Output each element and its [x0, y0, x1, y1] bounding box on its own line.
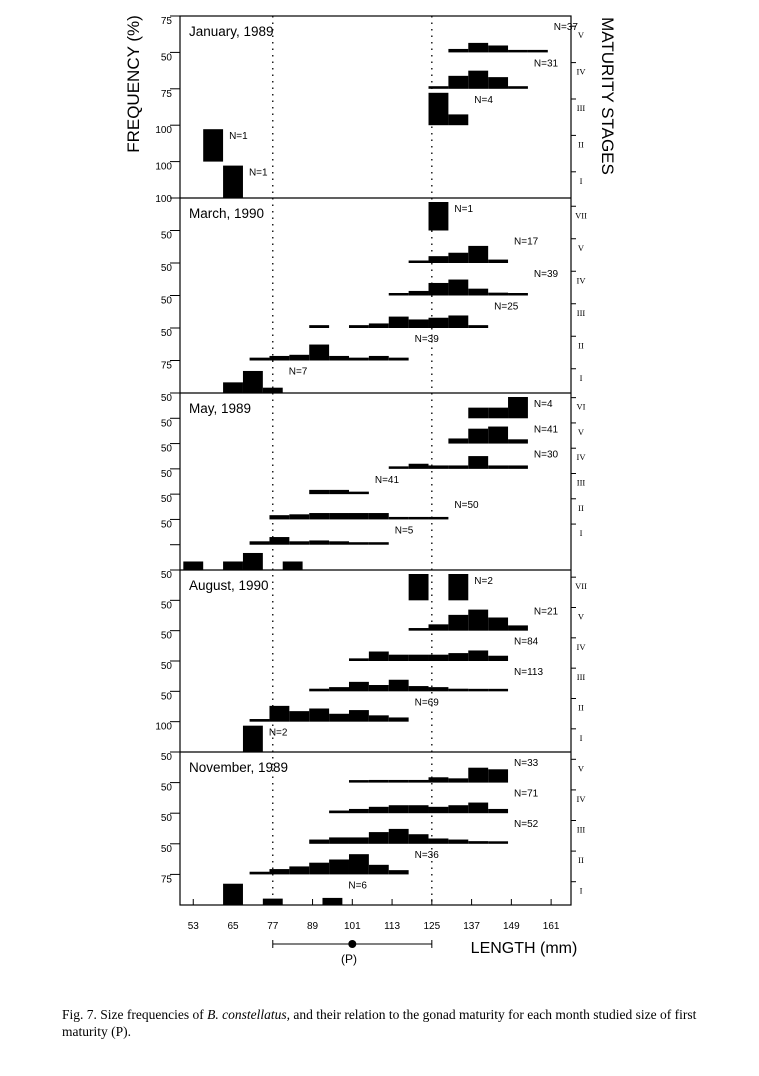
frequency-bar — [389, 293, 409, 296]
frequency-bar — [468, 289, 488, 296]
x-tick-label: 77 — [267, 921, 279, 932]
stage-label: V — [577, 30, 585, 41]
row-scale-label: 50 — [160, 752, 172, 763]
frequency-bar — [488, 45, 508, 52]
stage-label: III — [576, 477, 586, 488]
frequency-bar — [369, 807, 389, 813]
sample-size-label: N=5 — [394, 525, 414, 537]
frequency-bar — [468, 650, 488, 661]
stage-label: I — [579, 175, 583, 186]
frequency-bar — [389, 680, 409, 692]
stage-label: III — [576, 672, 586, 683]
frequency-bar — [289, 355, 309, 361]
frequency-bar — [508, 439, 528, 443]
frequency-bar — [269, 356, 289, 361]
row-scale-label: 50 — [160, 570, 172, 581]
frequency-bar — [448, 689, 468, 692]
frequency-bar — [488, 465, 508, 468]
sample-size-label: N=4 — [474, 94, 493, 106]
stage-label: IV — [576, 793, 586, 804]
sample-size-label: N=84 — [514, 636, 539, 648]
frequency-bar — [309, 709, 329, 722]
frequency-bar — [448, 438, 468, 443]
frequency-bar — [349, 837, 369, 843]
frequency-bar — [468, 71, 488, 89]
frequency-bar — [223, 884, 243, 905]
row-scale-label: 75 — [160, 88, 172, 100]
frequency-bar — [250, 541, 270, 544]
frequency-bar — [448, 253, 468, 263]
frequency-bar — [243, 371, 263, 393]
panel-title: November, 1989 — [189, 760, 289, 775]
frequency-bar — [488, 689, 508, 692]
row-scale-label: 50 — [160, 468, 172, 480]
stage-label: II — [578, 855, 584, 866]
frequency-bar — [250, 719, 270, 722]
frequency-bar — [389, 780, 409, 783]
frequency-bar — [488, 293, 508, 296]
frequency-bar — [468, 841, 488, 844]
row-scale-label: 50 — [160, 691, 172, 703]
chart-bars — [183, 43, 547, 905]
frequency-bar — [369, 685, 389, 691]
frequency-bar — [349, 513, 369, 519]
frequency-bar — [243, 726, 263, 752]
frequency-bar — [429, 624, 449, 630]
sample-size-label: N=6 — [348, 880, 367, 892]
frequency-bar — [448, 653, 468, 661]
frequency-bar — [329, 356, 349, 361]
stage-label: II — [578, 139, 584, 150]
frequency-bar — [269, 869, 289, 874]
sample-size-label: N=2 — [268, 727, 288, 739]
frequency-bar — [429, 283, 449, 296]
frequency-bar — [429, 465, 449, 468]
panel-title: March, 1990 — [189, 206, 265, 221]
frequency-bar — [468, 429, 488, 444]
frequency-bar — [508, 50, 528, 53]
frequency-bar — [429, 807, 449, 813]
frequency-bar — [329, 513, 349, 519]
caption-suffix: and their relation to the gonad maturity for each month studied size of first maturity (P). — [62, 1007, 697, 1039]
frequency-bar — [488, 841, 508, 844]
frequency-bar — [409, 780, 429, 783]
frequency-bar — [309, 540, 329, 544]
stage-label: IV — [576, 275, 586, 286]
x-tick-label: 65 — [227, 921, 239, 932]
stage-label: III — [576, 307, 586, 318]
frequency-bar — [349, 325, 369, 328]
frequency-bar — [468, 325, 488, 328]
frequency-bar — [409, 291, 429, 296]
frequency-bar — [389, 829, 409, 844]
panel-title: January, 1989 — [189, 24, 274, 39]
sample-size-label: N=71 — [514, 788, 539, 800]
frequency-bar — [349, 682, 369, 691]
frequency-bar — [389, 317, 409, 328]
frequency-bar — [329, 541, 349, 544]
frequency-bar — [389, 717, 409, 721]
frequency-bar — [429, 655, 449, 661]
sample-size-label: N=39 — [533, 269, 559, 280]
frequency-bar — [409, 574, 429, 600]
sample-size-label: N=41 — [374, 474, 400, 486]
stage-label: IV — [576, 66, 586, 77]
sample-size-label: N=17 — [514, 236, 539, 248]
frequency-bar — [429, 93, 449, 125]
sample-size-label: N=30 — [533, 449, 559, 461]
stage-label: VII — [575, 210, 587, 221]
frequency-bar — [468, 768, 488, 783]
frequency-bar — [508, 397, 528, 418]
frequency-bar — [183, 561, 203, 570]
frequency-bar — [329, 811, 349, 814]
frequency-bar — [369, 652, 389, 661]
frequency-bar — [369, 356, 389, 361]
frequency-bar — [289, 514, 309, 519]
row-scale-label: 100 — [155, 721, 172, 733]
first-maturity-point — [348, 940, 356, 948]
frequency-bar — [269, 537, 289, 545]
stage-label: V — [577, 763, 585, 774]
frequency-bar — [488, 618, 508, 631]
frequency-bar — [488, 769, 508, 782]
stage-label: I — [579, 732, 583, 743]
frequency-bar — [448, 114, 468, 125]
frequency-bar — [409, 834, 429, 844]
x-tick-label: 149 — [503, 921, 520, 932]
stage-label: VII — [575, 581, 587, 592]
stage-label: I — [579, 528, 583, 539]
sample-size-label: N=39 — [414, 334, 439, 345]
sample-size-label: N=1 — [229, 131, 248, 143]
y-axis-label: FREQUENCY (%) — [124, 15, 143, 153]
frequency-bar — [349, 658, 369, 661]
panel-title: May, 1989 — [189, 401, 252, 416]
row-scale-label: 100 — [155, 161, 172, 173]
frequency-bar — [429, 86, 449, 89]
panel-title: August, 1990 — [189, 578, 269, 593]
sample-size-label: N=21 — [533, 606, 559, 618]
x-tick-label: 113 — [384, 921, 401, 932]
frequency-bar — [329, 714, 349, 722]
row-scale-label: 50 — [160, 813, 172, 825]
frequency-bar — [369, 323, 389, 328]
x-tick-label: 161 — [542, 921, 560, 932]
right-axis-label: MATURITY STAGES — [598, 17, 617, 175]
x-tick-label: 89 — [306, 921, 319, 932]
frequency-bar — [263, 388, 283, 393]
frequency-bar — [389, 870, 409, 874]
frequency-bar — [409, 464, 429, 469]
frequency-bar — [289, 711, 309, 722]
frequency-bar — [223, 561, 243, 570]
frequency-bar — [269, 515, 289, 519]
frequency-bar — [488, 260, 508, 263]
frequency-bar — [488, 809, 508, 813]
frequency-bar — [409, 261, 429, 264]
sample-size-label: N=7 — [288, 366, 308, 378]
frequency-bar — [329, 837, 349, 843]
stage-label: II — [578, 702, 584, 713]
frequency-bar — [468, 246, 488, 263]
sample-size-label: N=50 — [454, 500, 479, 512]
frequency-bar — [528, 50, 548, 53]
frequency-bar — [269, 706, 289, 722]
frequency-bar — [349, 358, 369, 361]
sample-size-label: N=2 — [474, 576, 493, 587]
frequency-bar — [448, 840, 468, 844]
stage-label: IV — [576, 641, 586, 652]
frequency-bar — [488, 427, 508, 444]
frequency-bar — [488, 656, 508, 661]
sample-size-label: N=1 — [248, 167, 268, 179]
caption-species: B. constellatus, — [207, 1007, 290, 1022]
row-scale-label: 50 — [160, 661, 172, 672]
frequency-bar — [369, 780, 389, 783]
frequency-bar — [349, 809, 369, 813]
frequency-bar — [289, 541, 309, 544]
sample-size-label: N=4 — [533, 399, 553, 410]
frequency-bar — [389, 466, 409, 469]
frequency-bar — [448, 315, 468, 328]
frequency-bar — [508, 293, 528, 296]
frequency-bar — [349, 780, 369, 783]
stage-label: I — [579, 885, 583, 896]
sample-size-label: N=1 — [454, 204, 474, 215]
frequency-bar — [329, 490, 349, 494]
frequency-bar — [369, 715, 389, 721]
frequency-bar — [243, 553, 263, 570]
frequency-bar — [389, 358, 409, 361]
frequency-bar — [223, 382, 243, 393]
frequency-bar — [448, 49, 468, 52]
figure-caption — [62, 1006, 732, 1040]
frequency-bar — [389, 655, 409, 661]
frequency-bar — [448, 280, 468, 296]
row-scale-label: 50 — [160, 328, 172, 339]
frequency-bar — [283, 561, 303, 570]
frequency-bar — [409, 319, 429, 328]
frequency-bar — [369, 865, 389, 875]
x-tick-label: 137 — [463, 921, 480, 932]
frequency-bar — [309, 345, 329, 361]
row-scale-label: 50 — [160, 295, 172, 307]
frequency-bar — [468, 408, 488, 419]
row-scale-label: 50 — [160, 782, 172, 794]
stage-label: V — [577, 242, 585, 253]
frequency-bar — [250, 358, 270, 361]
stage-label: V — [577, 611, 585, 622]
frequency-bar — [448, 76, 468, 89]
frequency-bar — [468, 610, 488, 631]
frequency-bar — [429, 777, 449, 782]
frequency-bar — [223, 166, 243, 198]
row-scale-label: 50 — [160, 230, 172, 242]
frequency-bar — [309, 325, 329, 328]
sample-size-label: N=25 — [494, 301, 519, 313]
caption-prefix: Fig. 7. Size frequencies of — [62, 1007, 208, 1022]
frequency-bar — [329, 860, 349, 875]
frequency-bar — [349, 854, 369, 874]
frequency-bar — [203, 129, 223, 161]
frequency-bar — [429, 256, 449, 263]
frequency-bar — [349, 492, 369, 495]
stage-label: IV — [576, 452, 586, 463]
row-scale-label: 50 — [160, 494, 172, 506]
stage-label: III — [576, 824, 586, 835]
frequency-bar — [508, 625, 528, 630]
row-scale-label: 50 — [160, 263, 172, 274]
frequency-bar — [429, 318, 449, 328]
frequency-bar — [389, 517, 409, 520]
x-axis-label: LENGTH (mm) — [470, 940, 578, 957]
frequency-bar — [369, 513, 389, 519]
frequency-bar — [448, 778, 468, 782]
x-tick-label: 125 — [423, 921, 441, 932]
frequency-bar — [309, 863, 329, 875]
frequency-bar — [309, 490, 329, 494]
sample-size-label: N=69 — [414, 697, 439, 709]
x-tick-label: 53 — [187, 921, 199, 932]
frequency-bar — [409, 805, 429, 813]
frequency-bar — [429, 517, 449, 520]
stage-label: II — [578, 340, 584, 351]
frequency-bar — [468, 803, 488, 814]
sample-size-label: N=33 — [514, 758, 539, 769]
sample-size-label: N=41 — [533, 424, 559, 436]
stage-label: III — [576, 103, 586, 113]
frequency-bar — [448, 465, 468, 468]
row-scale-label: 50 — [160, 443, 172, 455]
frequency-bar — [508, 465, 528, 468]
row-scale-label: 100 — [155, 125, 172, 137]
first-maturity-label: (P) — [341, 952, 357, 966]
sample-size-label: N=36 — [414, 849, 439, 861]
frequency-bar — [349, 710, 369, 722]
frequency-bar — [488, 408, 508, 419]
frequency-bar — [429, 202, 449, 231]
frequency-bar — [309, 513, 329, 519]
sample-size-label: N=113 — [514, 667, 544, 678]
row-scale-label: 50 — [160, 418, 172, 430]
frequency-bar — [448, 574, 468, 600]
frequency-bar — [468, 689, 488, 692]
x-tick-label: 101 — [343, 921, 361, 932]
row-scale-label: 50 — [160, 600, 172, 612]
frequency-bar — [409, 628, 429, 631]
stage-label: II — [578, 502, 584, 513]
frequency-bar — [369, 832, 389, 844]
frequency-bar — [250, 872, 270, 875]
row-scale-label: 100 — [155, 194, 172, 205]
stage-label: I — [579, 372, 583, 383]
frequency-bar — [389, 805, 409, 813]
frequency-bar — [409, 655, 429, 661]
frequency-bar — [468, 456, 488, 469]
frequency-bar — [488, 77, 508, 89]
frequency-bar — [429, 838, 449, 843]
frequency-bar — [263, 899, 283, 905]
frequency-bar — [409, 517, 429, 520]
frequency-bar — [322, 898, 342, 905]
frequency-bar — [329, 687, 349, 691]
frequency-bar — [468, 43, 488, 53]
row-scale-label: 50 — [160, 630, 172, 642]
stage-label: V — [577, 426, 585, 437]
frequency-bar — [309, 689, 329, 692]
frequency-bar — [429, 687, 449, 691]
sample-size-label: N=52 — [514, 819, 539, 831]
row-scale-label: 50 — [160, 52, 172, 64]
row-scale-label: 50 — [160, 843, 172, 855]
frequency-bar — [349, 542, 369, 545]
frequency-bar — [289, 866, 309, 874]
frequency-bar — [309, 840, 329, 844]
row-scale-label: 75 — [160, 874, 172, 886]
sample-size-label: N=37 — [553, 22, 578, 33]
frequency-bar — [448, 805, 468, 813]
stage-label: VI — [576, 401, 586, 412]
frequency-bar — [409, 686, 429, 691]
row-scale-label: 50 — [160, 393, 172, 404]
sample-size-label: N=31 — [533, 58, 559, 70]
frequency-bar — [369, 542, 389, 545]
row-scale-label: 50 — [160, 519, 172, 531]
row-scale-label: 75 — [160, 16, 172, 27]
row-scale-label: 75 — [160, 360, 172, 372]
frequency-bar — [448, 615, 468, 631]
frequency-bar — [508, 86, 528, 89]
